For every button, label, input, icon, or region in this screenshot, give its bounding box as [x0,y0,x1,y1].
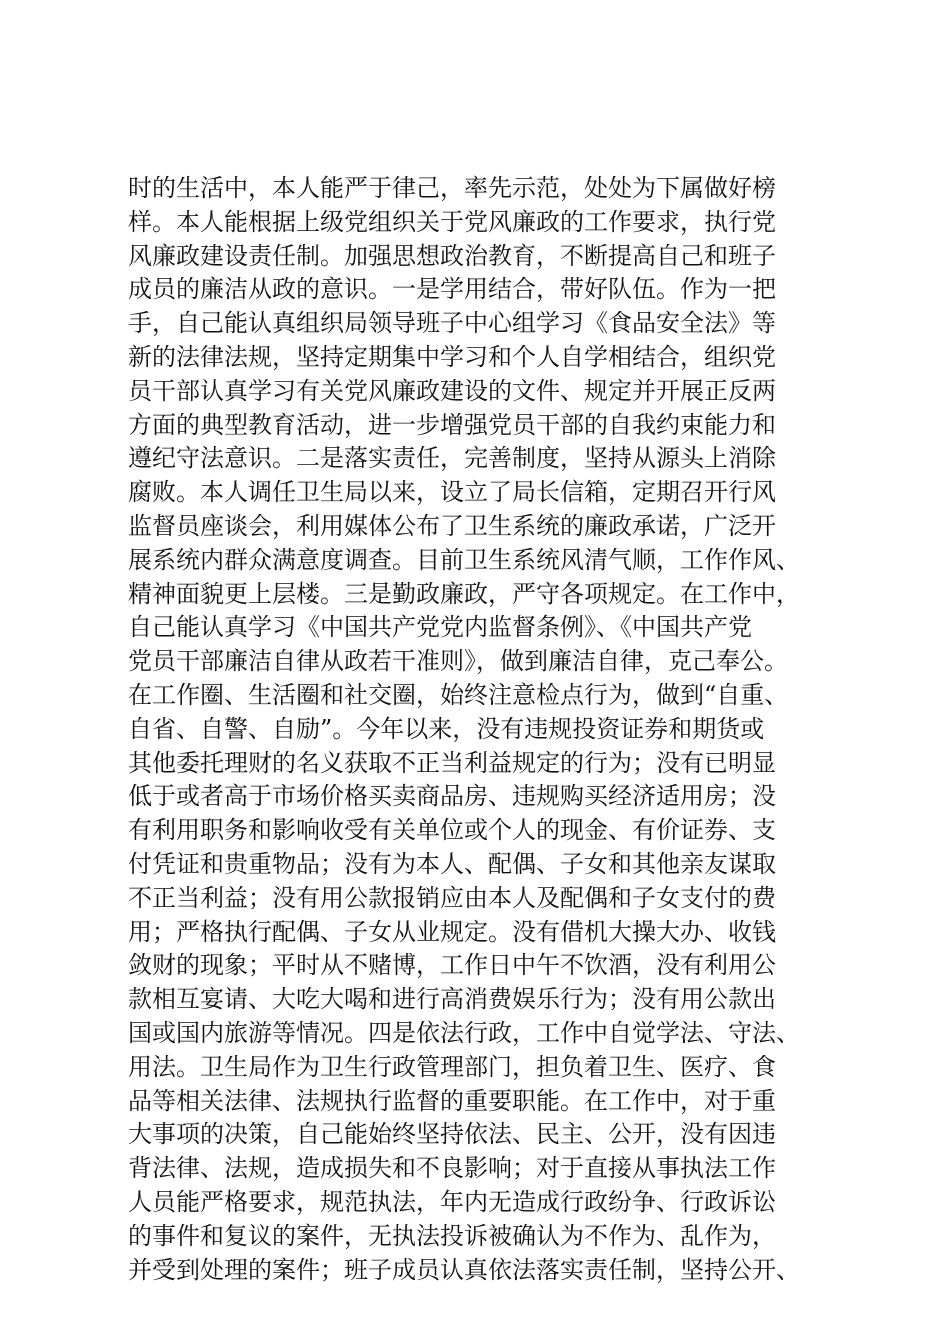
text-line: 人员能严格要求，规范执法，年内无造成行政纷争、行政诉讼 [128,1187,776,1216]
text-line: 新的法律法规，坚持定期集中学习和个人自学相结合，组织党 [128,342,776,371]
text-line: 不正当利益；没有用公款报销应由本人及配偶和子女支付的费 [128,883,776,912]
text-line: 品等相关法律、法规执行监督的重要职能。在工作中，对于重 [128,1086,776,1115]
text-line: 精神面貌更上层楼。三是勤政廉政，严守各项规定。在工作中， [128,579,800,608]
text-line: 手，自己能认真组织局领导班子中心组学习《食品安全法》等 [128,309,776,338]
text-line: 用法。卫生局作为卫生行政管理部门，担负着卫生、医疗、食 [128,1052,776,1081]
text-line: 大事项的决策，自己能始终坚持依法、民主、公开，没有因违 [128,1120,776,1149]
text-line: 的事件和复议的案件，无执法投诉被确认为不作为、乱作为， [128,1221,776,1250]
text-line: 付凭证和贵重物品；没有为本人、配偶、子女和其他亲友谋取 [128,849,776,878]
text-line: 用；严格执行配偶、子女从业规定。没有借机大操大办、收钱 [128,917,776,946]
document-body [128,172,848,1287]
text-line: 款相互宴请、大吃大喝和进行高消费娱乐行为；没有用公款出 [128,985,776,1014]
text-line: 腐败。本人调任卫生局以来，设立了局长信箱，定期召开行风 [128,478,776,507]
text-line: 监督员座谈会，利用媒体公布了卫生系统的廉政承诺，广泛开 [128,511,776,540]
text-line: 在工作圈、生活圈和社交圈，始终注意检点行为，做到“自重、 [128,680,789,709]
text-line: 成员的廉洁从政的意识。一是学用结合，带好队伍。作为一把 [128,275,776,304]
text-line: 自己能认真学习《中国共产党党内监督条例》、《中国共产党 [128,613,752,642]
text-line: 风廉政建设责任制。加强思想政治教育，不断提高自己和班子 [128,241,776,270]
text-line: 其他委托理财的名义获取不正当利益规定的行为；没有已明显 [128,748,776,777]
text-line: 背法律、法规，造成损失和不良影响；对于直接从事执法工作 [128,1154,776,1183]
text-line: 低于或者高于市场价格买卖商品房、违规购买经济适用房；没 [128,782,776,811]
text-line: 展系统内群众满意度调查。目前卫生系统风清气顺，工作作风、 [128,545,800,574]
text-line: 国或国内旅游等情况。四是依法行政，工作中自觉学法、守法、 [128,1018,800,1047]
text-line: 样。本人能根据上级党组织关于党风廉政的工作要求，执行党 [128,207,776,236]
text-line: 敛财的现象；平时从不赌博，工作日中午不饮酒，没有利用公 [128,951,776,980]
text-line: 有利用职务和影响收受有关单位或个人的现金、有价证券、支 [128,816,776,845]
text-line: 党员干部廉洁自律从政若干准则》，做到廉洁自律，克己奉公。 [128,647,788,676]
text-line: 自省、自警、自励”。今年以来，没有违规投资证券和期货或 [128,714,765,743]
text-line: 并受到处理的案件；班子成员认真依法落实责任制，坚持公开、 [128,1255,800,1284]
text-line: 员干部认真学习有关党风廉政建设的文件、规定并开展正反两 [128,376,776,405]
text-line: 遵纪守法意识。二是落实责任，完善制度，坚持从源头上消除 [128,444,776,473]
text-line: 方面的典型教育活动，进一步增强党员干部的自我约束能力和 [128,410,776,439]
text-line: 时的生活中，本人能严于律己，率先示范，处处为下属做好榜 [128,174,776,202]
